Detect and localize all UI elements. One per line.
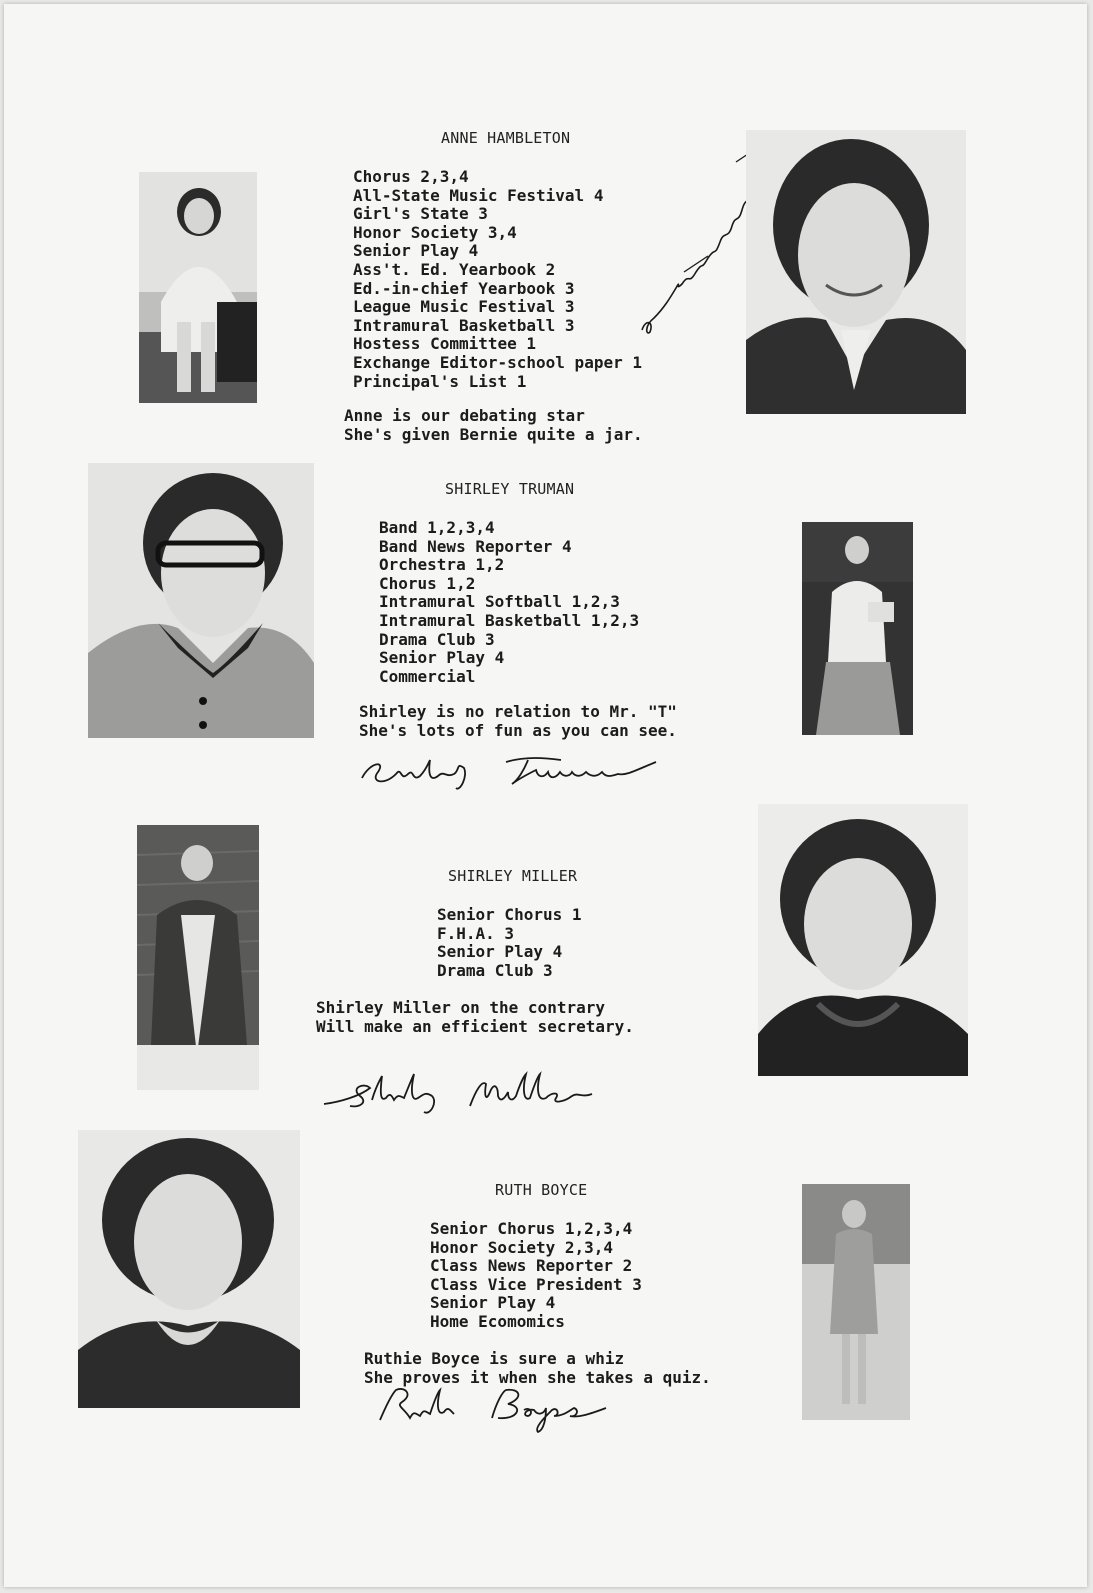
activity-item: Senior Play 4 (430, 1293, 556, 1313)
activity-item: Commercial (379, 666, 476, 686)
activity-item: Home Ecomomics (430, 1311, 565, 1331)
poem-line: Anne is our debating star (344, 406, 585, 425)
activity-item: Band 1,2,3,4 (379, 518, 495, 537)
poem-line: Ruthie Boyce is sure a whiz (364, 1349, 625, 1368)
candid-photo (139, 172, 257, 403)
handwritten-signature (356, 748, 696, 794)
activity-item: Honor Society 3,4 (353, 222, 517, 242)
activity-list (353, 168, 642, 391)
activity-item: Senior Play 4 (379, 648, 505, 668)
activity-item: All-State Music Festival 4 (353, 185, 604, 205)
activity-item: Exchange Editor-school paper 1 (353, 352, 642, 372)
senior-portrait (78, 1130, 300, 1408)
activity-item: Girl's State 3 (353, 204, 488, 224)
activity-item: Hostess Committee 1 (353, 334, 537, 354)
activity-item: Honor Society 2,3,4 (430, 1237, 614, 1257)
poem-line: Shirley Miller on the contrary (316, 998, 605, 1017)
student-poem (359, 702, 677, 740)
candid-photo (137, 825, 259, 1090)
bleed-through-ghost (334, 1144, 357, 1228)
activity-item: Drama Club 3 (437, 960, 553, 980)
activity-item: F.H.A. 3 (437, 923, 515, 943)
activity-item: Ed.-in-chief Yearbook 3 (353, 278, 575, 298)
student-poem (316, 998, 634, 1036)
activity-item: Drama Club 3 (379, 629, 495, 649)
yearbook-page (4, 4, 1087, 1587)
activity-item: Orchestra 1,2 (379, 555, 505, 575)
activity-list (437, 906, 582, 980)
activity-item: Ass't. Ed. Yearbook 2 (353, 259, 556, 279)
senior-portrait (758, 804, 968, 1076)
handwritten-signature (374, 1384, 614, 1434)
activity-item: Senior Play 4 (437, 942, 563, 962)
poem-line: She's given Bernie quite a jar. (344, 425, 643, 444)
activity-item: Band News Reporter 4 (379, 536, 572, 556)
activity-item: Chorus 2,3,4 (353, 167, 469, 186)
poem-line: Shirley is no relation to Mr. "T" (359, 702, 677, 721)
student-name: SHIRLEY TRUMAN (445, 480, 575, 498)
activity-item: Class News Reporter 2 (430, 1256, 633, 1276)
activity-item: Intramural Basketball 3 (353, 315, 575, 335)
activity-item: Chorus 1,2 (379, 573, 476, 593)
activity-item: League Music Festival 3 (353, 297, 575, 317)
student-name: RUTH BOYCE (495, 1181, 588, 1199)
student-poem (364, 1349, 711, 1387)
activity-item: Class Vice President 3 (430, 1274, 642, 1294)
handwritten-signature (320, 1066, 600, 1120)
student-name: ANNE HAMBLETON (441, 129, 571, 147)
poem-line: Will make an efficient secretary. (316, 1017, 634, 1036)
activity-item: Senior Chorus 1,2,3,4 (430, 1219, 633, 1238)
activity-item: Principal's List 1 (353, 371, 527, 391)
senior-portrait (746, 130, 966, 414)
senior-portrait (88, 463, 314, 738)
poem-line: She proves it when she takes a quiz. (364, 1368, 711, 1387)
student-poem (344, 406, 643, 444)
activity-item: Intramural Softball 1,2,3 (379, 592, 620, 612)
activity-item: Intramural Basketball 1,2,3 (379, 610, 640, 630)
activity-list (430, 1220, 642, 1332)
activity-item: Senior Chorus 1 (437, 905, 582, 924)
activity-list (379, 519, 639, 686)
activity-item: Senior Play 4 (353, 241, 479, 261)
candid-photo (802, 1184, 910, 1420)
candid-photo (802, 522, 913, 735)
poem-line: She's lots of fun as you can see. (359, 721, 677, 740)
student-name: SHIRLEY MILLER (448, 867, 578, 885)
